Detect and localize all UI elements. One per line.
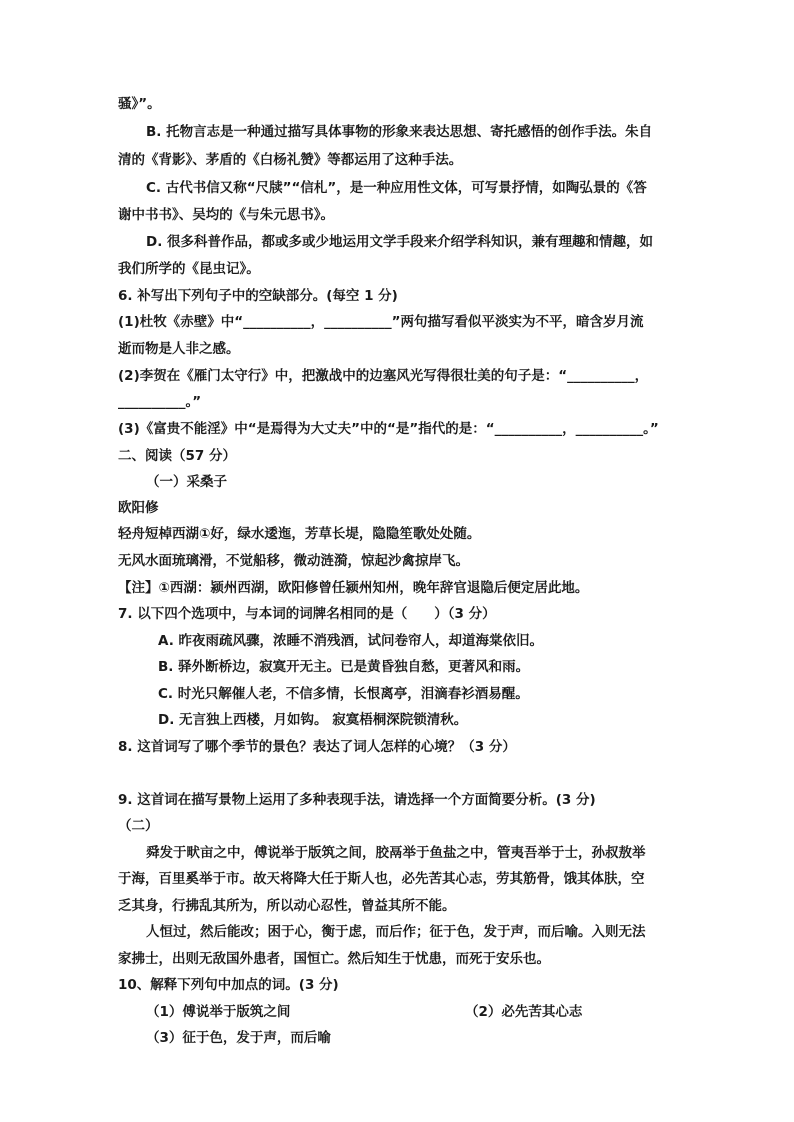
question-heading: 9. 这首词在描写景物上运用了多种表现手法，请选择一个方面简要分析。(3 分) [118, 792, 596, 808]
sub-question: （2）必先苦其心志 [465, 1004, 583, 1020]
option-line: D. 无言独上西楼，月如钩。 寂寞梧桐深院锁清秋。 [158, 712, 468, 728]
text-line: (1)杜牧《赤壁》中“__________，__________”两句描写看似平淡实为不平，暗含岁月流 [118, 314, 644, 330]
passage-line: 家拂士，出则无敌国外患者，国恒亡。然后知生于忧患，而死于安乐也。 [118, 951, 550, 967]
text-line: 清的《背影》、茅盾的《白杨礼赞》等都运用了这种手法。 [118, 152, 463, 168]
question-heading: 10、解释下列句中加点的词。(3 分) [118, 977, 339, 993]
passage-line: 乏其身，行拂乱其所为，所以动心忍性，曾益其所不能。 [118, 898, 456, 914]
question-heading: 8. 这首词写了哪个季节的景色？表达了词人怎样的心境？（3 分） [118, 739, 516, 755]
text-line: D. 很多科普作品，都或多或少地运用文学手段来介绍学科知识，兼有理趣和情趣，如 [146, 234, 654, 250]
sub-question: （1）傅说举于版筑之间 [146, 1004, 291, 1020]
option-line: A. 昨夜雨疏风骤，浓睡不消残酒，试问卷帘人，却道海棠依旧。 [158, 633, 544, 649]
text-line: C. 古代书信又称“尺牍”“信札”，是一种应用性文体，可写景抒情，如陶弘景的《答 [146, 180, 647, 196]
text-line: 骚》”。 [118, 96, 161, 112]
note-line: 【注】①西湖：颍州西湖，欧阳修曾任颍州知州，晚年辞官退隐后便定居此地。 [118, 580, 589, 596]
option-line: C. 时光只解催人老，不信多情，长恨离亭，泪滴春衫酒易醒。 [158, 686, 529, 702]
author-line: 欧阳修 [118, 500, 159, 516]
poem-line: 轻舟短棹西湖①好，绿水逶迤，芳草长堤，隐隐笙歌处处随。 [118, 526, 481, 542]
subsection-heading: （二） [118, 818, 159, 834]
passage-line: 舜发于畎亩之中，傅说举于版筑之间，胶鬲举于鱼盐之中，管夷吾举于士，孙叔敖举 [146, 845, 646, 861]
text-line: B. 托物言志是一种通过描写具体事物的形象来表达思想、寄托感悟的创作手法。朱自 [146, 124, 653, 140]
sub-question: （3）征于色，发于声，而后喻 [146, 1030, 331, 1046]
text-line: 逝而物是人非之感。 [118, 341, 240, 357]
option-line: B. 驿外断桥边，寂寞开无主。已是黄昏独自愁，更著风和雨。 [158, 659, 530, 675]
text-line: __________。” [118, 394, 202, 410]
question-heading: 6. 补写出下列句子中的空缺部分。(每空 1 分) [118, 288, 398, 304]
passage-line: 于海，百里奚举于市。故天将降大任于斯人也，必先苦其心志，劳其筋骨，饿其体肤，空 [118, 871, 645, 887]
text-line: (3)《富贵不能淫》中“是焉得为大丈夫”中的“是”指代的是：“__________，__________。” [118, 421, 659, 437]
subsection-heading: （一）采桑子 [146, 474, 227, 490]
text-line: 我们所学的《昆虫记》。 [118, 261, 260, 277]
text-line: 谢中书书》、吴均的《与朱元思书》。 [118, 207, 334, 223]
section-heading: 二、阅读（57 分） [118, 448, 236, 464]
text-line: (2)李贺在《雁门太守行》中，把激战中的边塞风光写得很壮美的句子是：“__________， [118, 368, 649, 384]
question-heading: 7. 以下四个选项中，与本词的词牌名相同的是（ ）（3 分） [118, 606, 496, 622]
passage-line: 人恒过，然后能改；困于心，衡于虑，而后作；征于色，发于声，而后喻。入则无法 [146, 924, 646, 940]
poem-line: 无风水面琉璃滑，不觉船移，微动涟漪，惊起沙禽掠岸飞。 [118, 553, 469, 569]
